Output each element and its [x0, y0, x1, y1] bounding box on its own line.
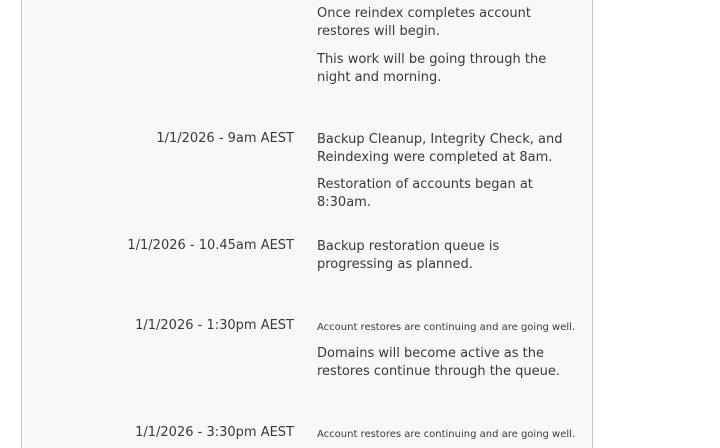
update-timestamp: 1/1/2026 - 3:30pm AEST [135, 425, 294, 440]
update-text: Once reindex completes account restores will begin. [317, 6, 531, 39]
update-text: Restoration of accounts began at 8:30am. [317, 177, 533, 210]
update-text: Domains will become active as the restores continue through the queue. [317, 346, 561, 379]
update-text: Backup restoration queue is progressing as planned. [317, 239, 500, 272]
update-text: This work will be going through the night and morning. [317, 52, 547, 85]
update-timestamp: 1/1/2026 - 10.45am AEST [127, 238, 294, 253]
update-text: Backup Cleanup, Integrity Check, and Reindexing were completed at 8am. [317, 132, 563, 165]
update-timestamp: 1/1/2026 - 1:30pm AEST [135, 318, 294, 333]
update-text: Account restores are continuing and are going well. [317, 322, 576, 333]
update-text: Account restores are continuing and are going well. [317, 429, 576, 440]
update-timestamp: 1/1/2026 - 9am AEST [156, 131, 294, 146]
